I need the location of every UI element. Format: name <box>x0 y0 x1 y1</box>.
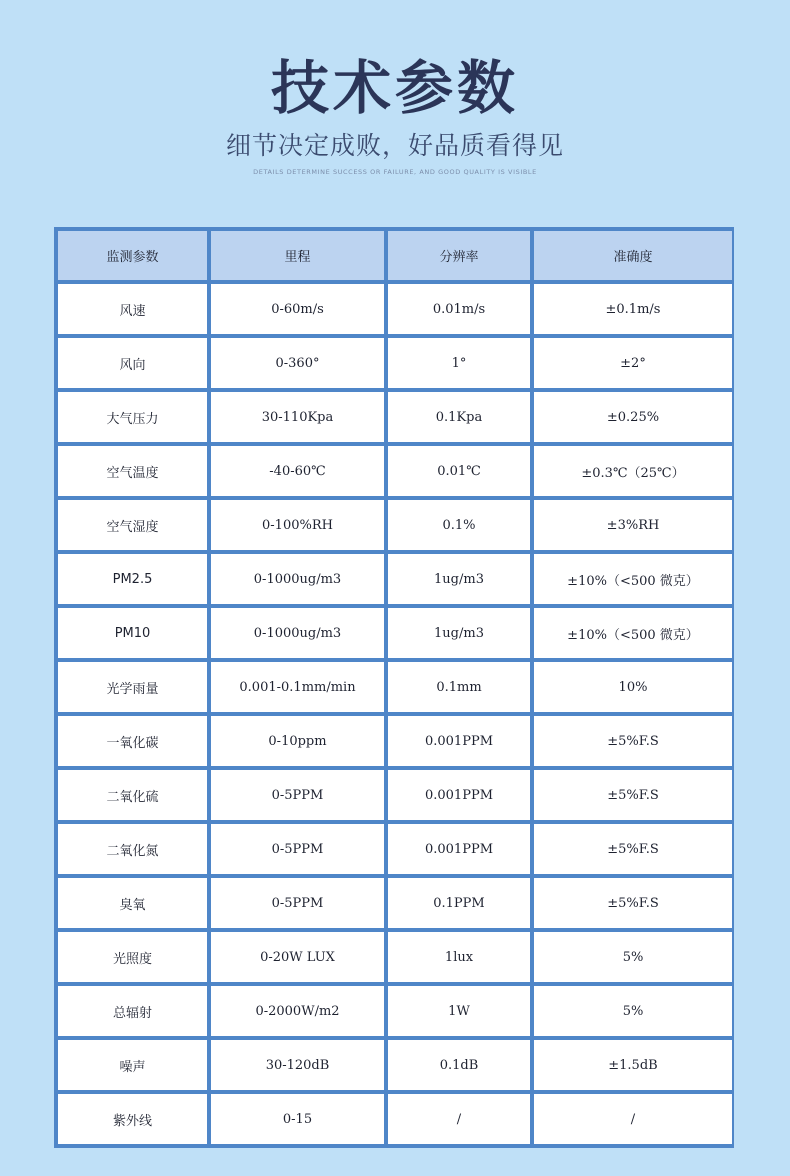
cell-accuracy: ±5%F.S <box>534 716 732 766</box>
cell-resolution: 0.01℃ <box>388 446 530 496</box>
cell-resolution: 1W <box>388 986 530 1036</box>
header-accuracy: 准确度 <box>534 231 732 280</box>
spec-table-container <box>54 227 734 1148</box>
table-row <box>58 608 732 658</box>
cell-resolution: 1lux <box>388 932 530 982</box>
cell-accuracy: ±0.25% <box>534 392 732 442</box>
cell-parameter: 空气湿度 <box>58 500 207 550</box>
cell-accuracy: ±10%（<500 微克） <box>534 554 732 604</box>
cell-range: 0-2000W/m2 <box>211 986 384 1036</box>
cell-parameter: 噪声 <box>58 1040 207 1090</box>
cell-resolution: 1ug/m3 <box>388 554 530 604</box>
cell-parameter: 风向 <box>58 338 207 388</box>
cell-parameter: 大气压力 <box>58 392 207 442</box>
cell-accuracy: ±10%（<500 微克） <box>534 608 732 658</box>
cell-range: 0-5PPM <box>211 824 384 874</box>
header-parameter: 监测参数 <box>58 231 207 280</box>
cell-range: 0-5PPM <box>211 878 384 928</box>
cell-parameter: 臭氧 <box>58 878 207 928</box>
cell-parameter: PM2.5 <box>58 554 207 604</box>
cell-resolution: 1° <box>388 338 530 388</box>
cell-parameter: 一氧化碳 <box>58 716 207 766</box>
cell-parameter: 总辐射 <box>58 986 207 1036</box>
cell-resolution: 0.1Kpa <box>388 392 530 442</box>
cell-range: 0-1000ug/m3 <box>211 554 384 604</box>
cell-resolution: 0.001PPM <box>388 716 530 766</box>
table-row <box>58 554 732 604</box>
cell-range: -40-60℃ <box>211 446 384 496</box>
cell-accuracy: 5% <box>534 986 732 1036</box>
cell-resolution: 1ug/m3 <box>388 608 530 658</box>
table-row <box>58 932 732 982</box>
cell-accuracy: / <box>534 1094 732 1144</box>
page-tagline: DETAILS DETERMINE SUCCESS OR FAILURE, AND GOOD QUALITY IS VISIBLE <box>253 168 537 176</box>
cell-accuracy: ±3%RH <box>534 500 732 550</box>
cell-range: 30-120dB <box>211 1040 384 1090</box>
cell-parameter: 风速 <box>58 284 207 334</box>
cell-parameter: 二氧化氮 <box>58 824 207 874</box>
cell-accuracy: ±2° <box>534 338 732 388</box>
table-header-row <box>58 231 732 280</box>
table-body <box>58 284 732 1144</box>
cell-resolution: 0.1mm <box>388 662 530 712</box>
cell-resolution: 0.001PPM <box>388 770 530 820</box>
cell-resolution: / <box>388 1094 530 1144</box>
cell-range: 0-1000ug/m3 <box>211 608 384 658</box>
table-row <box>58 1094 732 1144</box>
cell-range: 0-10ppm <box>211 716 384 766</box>
table-row <box>58 446 732 496</box>
cell-accuracy: ±0.1m/s <box>534 284 732 334</box>
cell-accuracy: ±5%F.S <box>534 878 732 928</box>
cell-resolution: 0.001PPM <box>388 824 530 874</box>
cell-accuracy: 5% <box>534 932 732 982</box>
page-title: 技术参数 <box>270 54 519 122</box>
cell-accuracy: ±1.5dB <box>534 1040 732 1090</box>
table-row <box>58 392 732 442</box>
header-range: 里程 <box>211 231 384 280</box>
cell-accuracy: ±5%F.S <box>534 770 732 820</box>
cell-parameter: PM10 <box>58 608 207 658</box>
table-row <box>58 716 732 766</box>
table-row <box>58 1040 732 1090</box>
cell-range: 0.001-0.1mm/min <box>211 662 384 712</box>
cell-accuracy: 10% <box>534 662 732 712</box>
cell-resolution: 0.1% <box>388 500 530 550</box>
table-row <box>58 770 732 820</box>
table-row <box>58 986 732 1036</box>
table-row <box>58 662 732 712</box>
cell-range: 0-15 <box>211 1094 384 1144</box>
cell-range: 0-100%RH <box>211 500 384 550</box>
cell-range: 0-60m/s <box>211 284 384 334</box>
cell-parameter: 二氧化硫 <box>58 770 207 820</box>
table-row <box>58 824 732 874</box>
cell-range: 0-20W LUX <box>211 932 384 982</box>
cell-accuracy: ±0.3℃（25℃） <box>534 446 732 496</box>
table-row <box>58 338 732 388</box>
page-subtitle: 细节决定成败，好品质看得见 <box>225 131 564 160</box>
table-row <box>58 500 732 550</box>
cell-resolution: 0.1dB <box>388 1040 530 1090</box>
cell-range: 0-5PPM <box>211 770 384 820</box>
cell-accuracy: ±5%F.S <box>534 824 732 874</box>
table-row <box>58 878 732 928</box>
cell-parameter: 光学雨量 <box>58 662 207 712</box>
cell-parameter: 空气温度 <box>58 446 207 496</box>
table-row <box>58 284 732 334</box>
cell-parameter: 光照度 <box>58 932 207 982</box>
cell-range: 30-110Kpa <box>211 392 384 442</box>
cell-parameter: 紫外线 <box>58 1094 207 1144</box>
cell-resolution: 0.1PPM <box>388 878 530 928</box>
header-resolution: 分辨率 <box>388 231 530 280</box>
spec-table <box>54 227 736 1148</box>
cell-resolution: 0.01m/s <box>388 284 530 334</box>
cell-range: 0-360° <box>211 338 384 388</box>
